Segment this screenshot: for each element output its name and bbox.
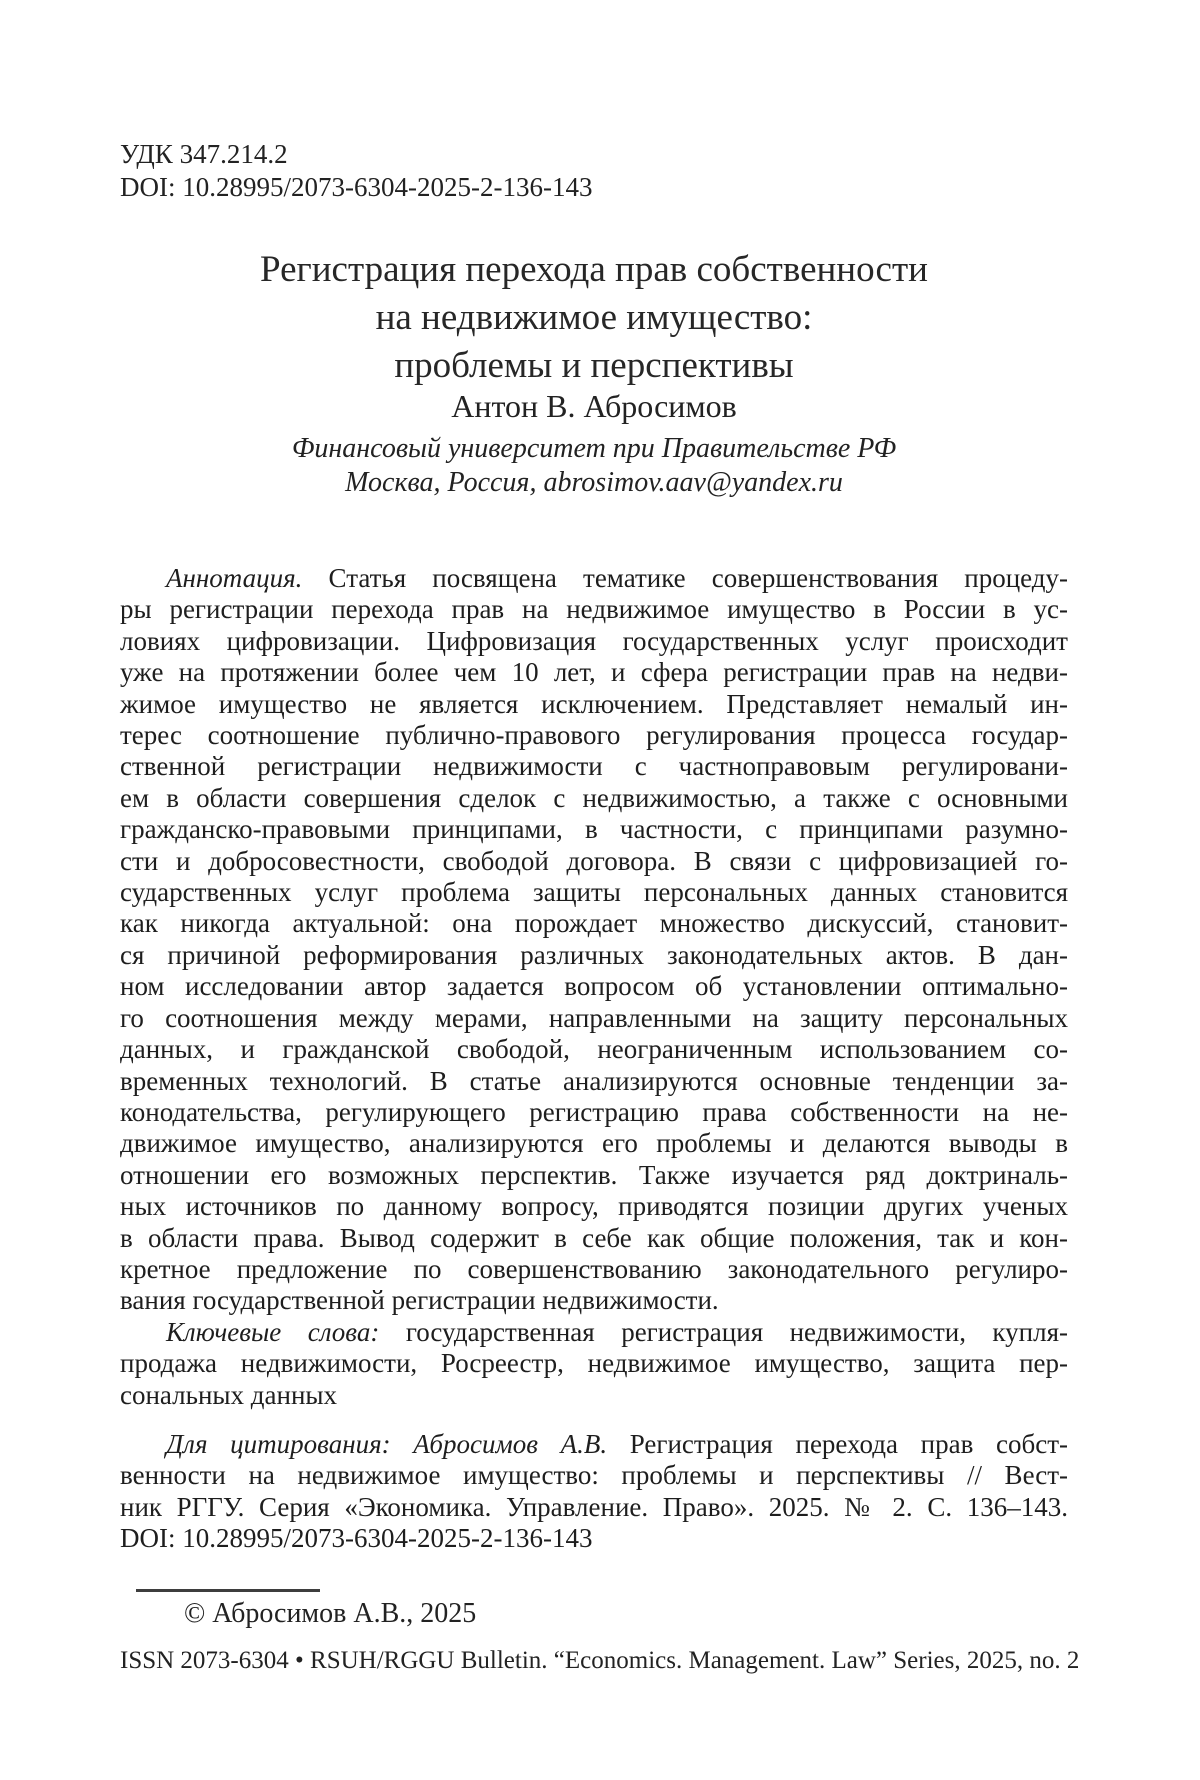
title-line: Регистрация перехода прав собственности <box>260 249 928 290</box>
citation-first-line-text: Регистрация перехода прав собст- <box>629 1428 1068 1459</box>
author-location-email: Москва, Россия, abrosimov.aav@yandex.ru <box>345 467 843 498</box>
abstract-first-line-text: Статья посвящена тематике совершенствования процеду- <box>328 563 1068 593</box>
author-affiliation-block <box>120 432 1068 500</box>
abstract-line: ственной регистрации недвижимости с частноправовым регулировани- <box>120 751 1068 782</box>
keywords-first-line-text: государственная регистрация недвижимости, купля- <box>405 1316 1068 1347</box>
abstract-line: в области права. Вывод содержит в себе как общие положения, так и кон- <box>120 1222 1068 1253</box>
footnote-rule <box>136 1589 320 1592</box>
abstract-line: ном исследовании автор задается вопросом об установлении оптимально- <box>120 971 1068 1002</box>
author-name: Антон В. Абросимов <box>451 388 737 424</box>
keywords-line: продажа недвижимости, Росреестр, недвижимое имущество, защита пер- <box>120 1348 1068 1379</box>
keywords-line: сональных данных <box>120 1379 338 1410</box>
abstract-line: жимое имущество не является исключением. Представляет немалый ин- <box>120 688 1068 719</box>
abstract-line: отношении его возможных перспектив. Также изучается ряд доктриналь- <box>120 1159 1068 1190</box>
citation-label: Для цитирования: Абросимов А.В. <box>166 1428 608 1459</box>
copyright-notice: © Абросимов А.В., 2025 <box>184 1598 477 1629</box>
abstract-line: конодательства, регулирующего регистрацию права собственности на не- <box>120 1096 1068 1127</box>
title-line: проблемы и перспективы <box>394 345 794 386</box>
abstract-line: терес соотношение публично-правового регулирования процесса государ- <box>120 720 1068 751</box>
citation-line: венности на недвижимое имущество: проблемы и перспективы // Вест- <box>120 1460 1068 1491</box>
header-identifiers <box>120 138 592 204</box>
citation-first-line <box>120 1429 1068 1460</box>
citation-paragraph <box>120 1429 1068 1555</box>
keywords-paragraph <box>120 1317 1068 1411</box>
abstract-line: уже на протяжении более чем 10 лет, и сфера регистрации прав на недви- <box>120 657 1068 688</box>
doi-number: DOI: 10.28995/2073-6304-2025-2-136-143 <box>120 172 593 202</box>
udc-number: УДК 347.214.2 <box>120 139 288 169</box>
citation-lines <box>120 1460 1068 1554</box>
abstract-line: ры регистрации перехода прав на недвижимое имущество в России в ус- <box>120 594 1068 625</box>
abstract-line: вания государственной регистрации недвижимости. <box>120 1285 719 1316</box>
abstract-line: временных технологий. В статье анализируются основные тенденции за- <box>120 1065 1068 1096</box>
citation-line: ник РГГУ. Серия «Экономика. Управление. Право». 2025. № 2. С. 136–143. <box>120 1491 1068 1522</box>
abstract-line: данных, и гражданской свободой, неограниченным использованием со- <box>120 1034 1068 1065</box>
keywords-label: Ключевые слова: <box>166 1316 380 1347</box>
journal-issn-line: ISSN 2073-6304 • RSUH/RGGU Bulletin. “Economics. Management. Law” Series, 2025, no. 2 <box>120 1647 1080 1674</box>
title-line: на недвижимое имущество: <box>375 297 813 338</box>
abstract-line: ся причиной реформирования различных законодательных актов. В дан- <box>120 939 1068 970</box>
abstract-line: ных источников по данному вопросу, приводятся позиции других ученых <box>120 1191 1068 1222</box>
keywords-lines <box>120 1348 1068 1411</box>
article-title <box>120 246 1068 390</box>
abstract-first-line <box>120 563 1068 594</box>
abstract-line: сти и добросовестности, свободой договора. В связи с цифровизацией го- <box>120 845 1068 876</box>
abstract-line: ловиях цифровизации. Цифровизация государственных услуг происходит <box>120 625 1068 656</box>
author-affiliation: Финансовый университет при Правительстве РФ <box>291 433 897 464</box>
abstract-line: ем в области совершения сделок с недвижимостью, а также с основными <box>120 782 1068 813</box>
article-front-matter <box>120 563 1068 1555</box>
abstract-line: кретное предложение по совершенствованию законодательного регулиро- <box>120 1253 1068 1284</box>
keywords-first-line <box>120 1317 1068 1348</box>
abstract-line: как никогда актуальной: она порождает множество дискуссий, становит- <box>120 908 1068 939</box>
abstract-line: гражданско-правовыми принципами, в частности, с принципами разумно- <box>120 814 1068 845</box>
abstract-line: сударственных услуг проблема защиты персональных данных становится <box>120 877 1068 908</box>
abstract-paragraph <box>120 563 1068 1317</box>
abstract-line: движимое имущество, анализируются его проблемы и делаются выводы в <box>120 1128 1068 1159</box>
abstract-line: го соотношения между мерами, направленными на защиту персональных <box>120 1002 1068 1033</box>
abstract-label: Аннотация. <box>166 563 303 593</box>
citation-line: DOI: 10.28995/2073-6304-2025-2-136-143 <box>120 1523 593 1554</box>
abstract-lines <box>120 594 1068 1316</box>
